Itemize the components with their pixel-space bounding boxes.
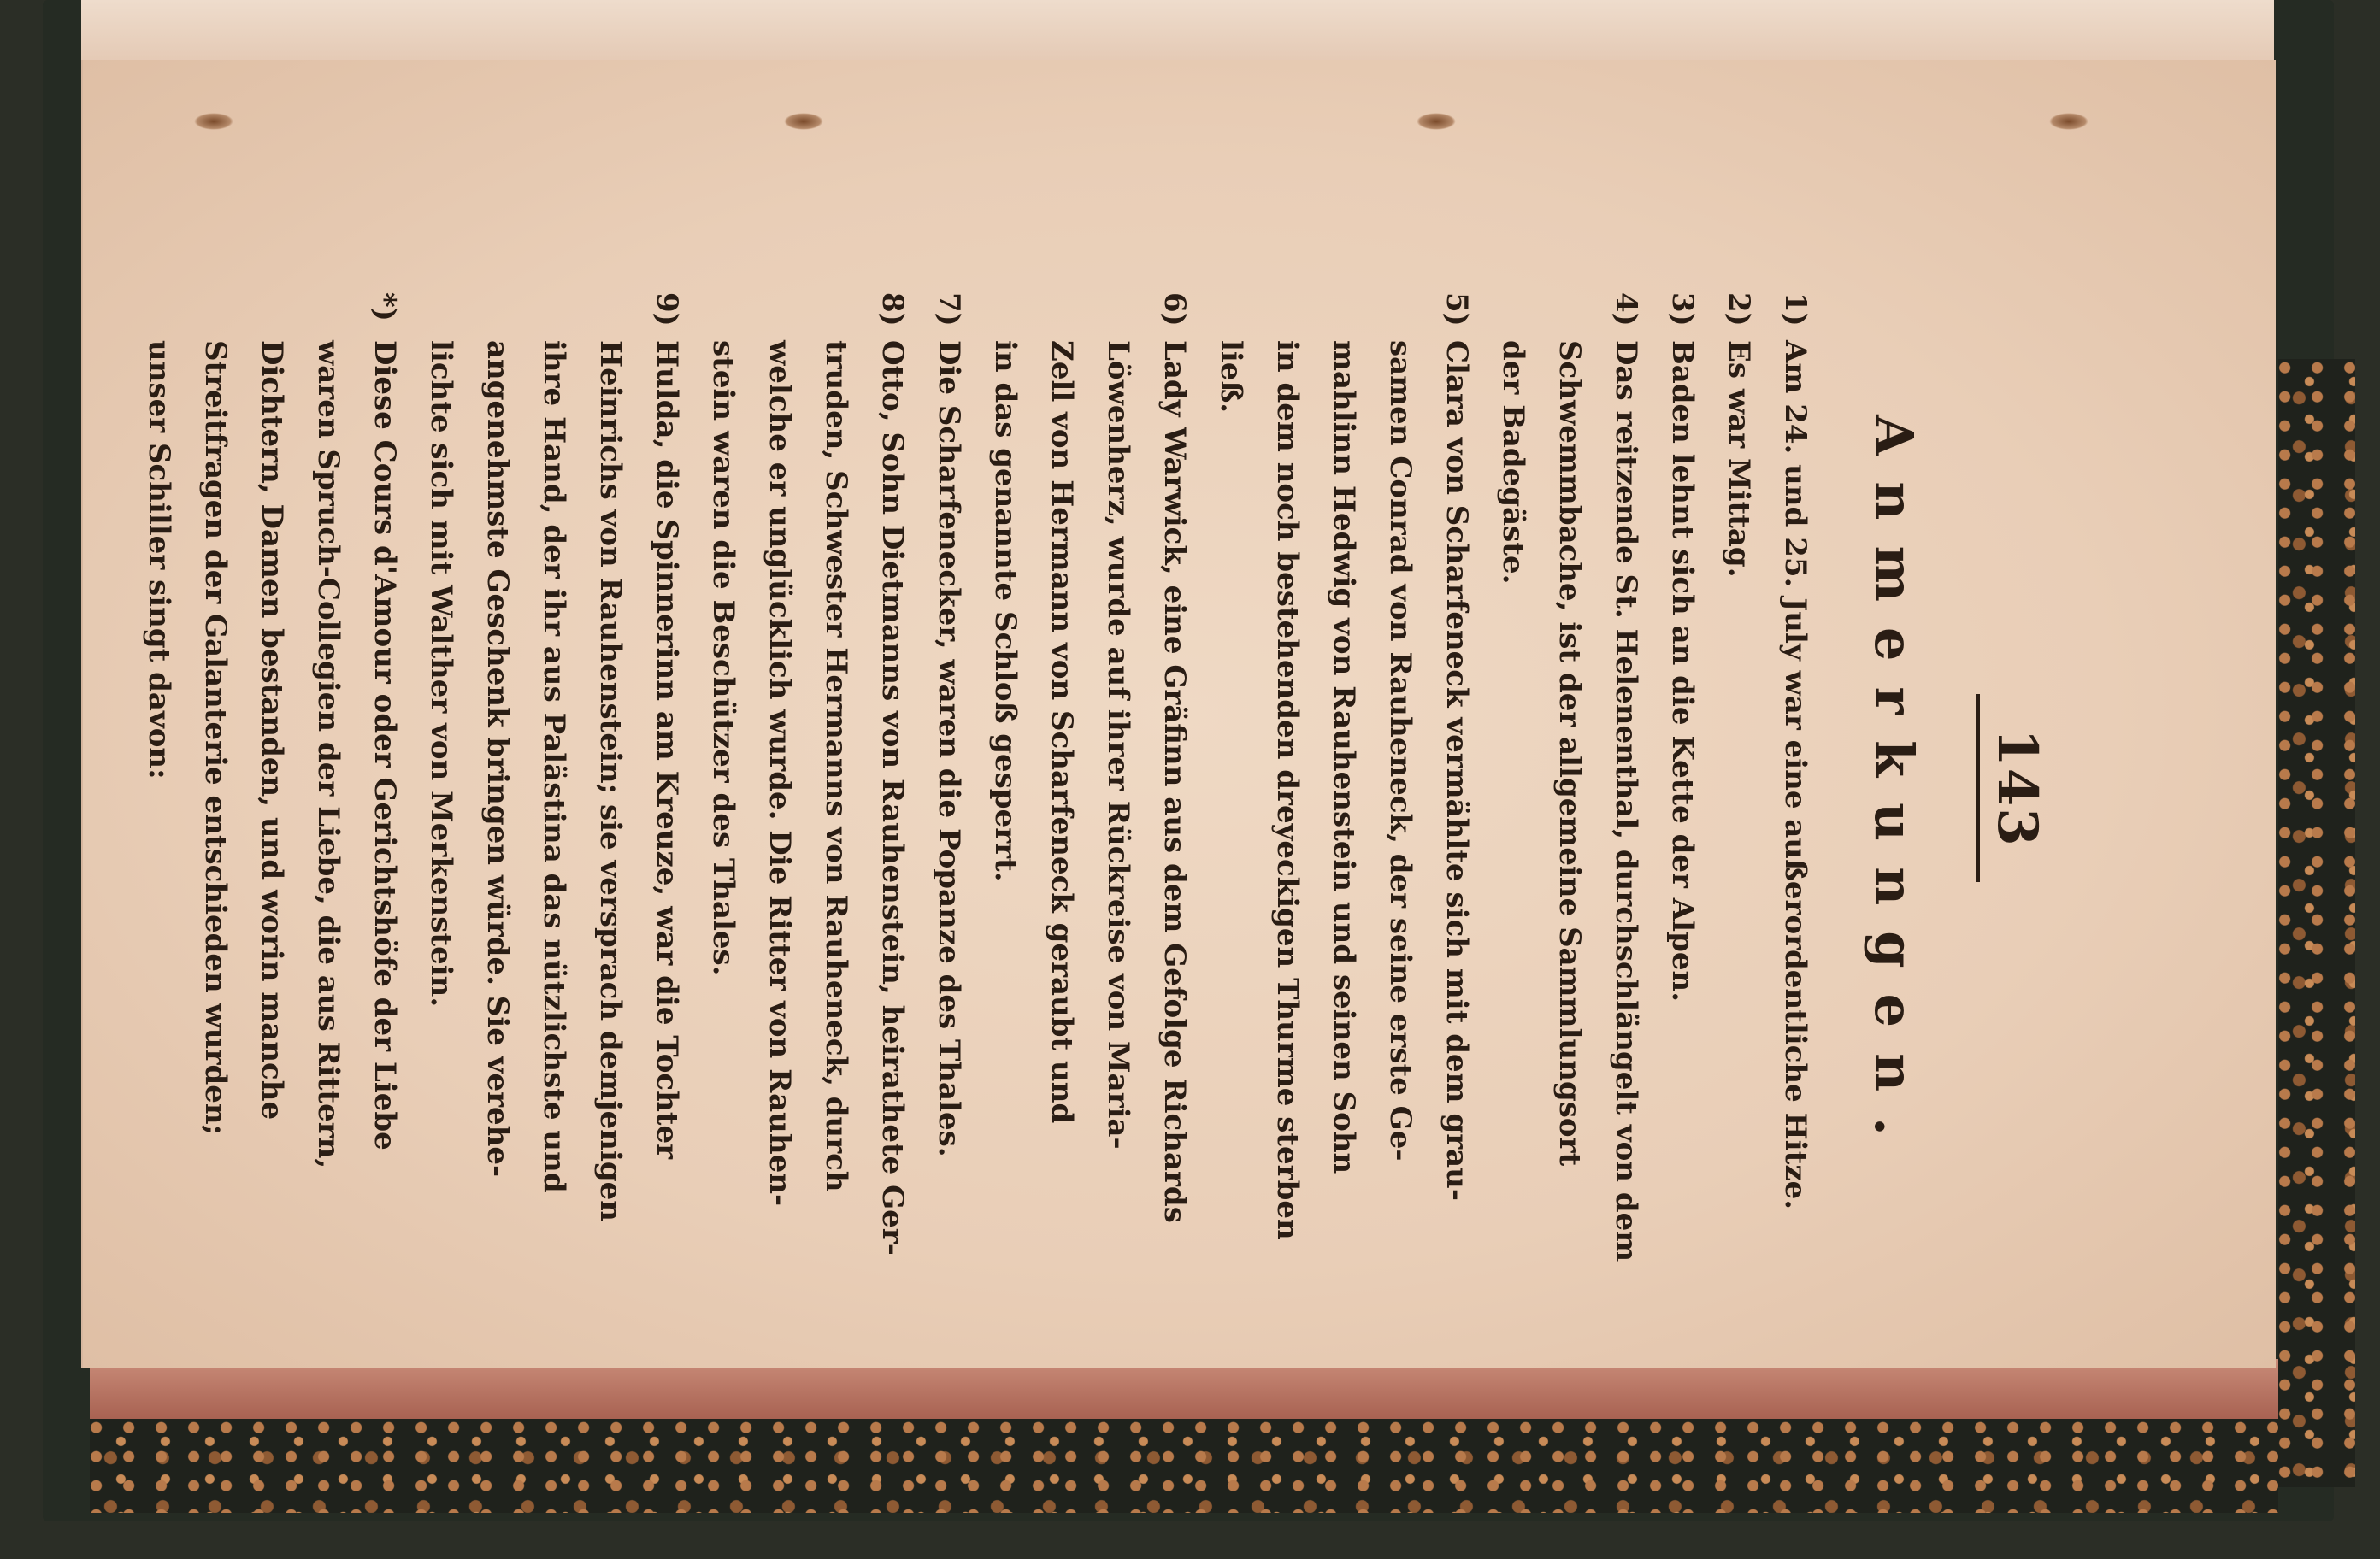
footnote-4 [1485,292,1654,1284]
footnote-number: 8) [875,292,910,327]
page-number: 143 [1976,694,2049,882]
footnote-3 [1654,292,1711,1284]
binding-stitch [1417,113,1456,130]
footnote-text: Das reitzende St. Helenenthal, durchschlängelt von dem [1609,340,1643,1262]
footnote-line: stein waren die Beschützer des Thales. [706,340,740,976]
footnote-line: angenehmste Geschenk bringen würde. Sie verehe- [480,340,515,1178]
footnote-line: ihre Hand, der ihr aus Palästina das nützlichste und [537,340,571,1193]
marbled-cover-right [2278,359,2355,1487]
page-heading: Anmerkungen. [1863,415,1925,1162]
footnote-text: Am 24. und 25. July war eine außerordentliche Hitze. [1778,340,1812,1210]
footnote-number: 2) [1722,292,1756,327]
footnote-2 [1711,292,1767,1284]
footnote-text: Baden lehnt sich an die Kette der Alpen. [1665,340,1700,1003]
footnote-text: Diese Cours d'Amour oder Gerichtshöfe der Liebe [368,340,402,1150]
footnote-number: 6) [1158,292,1192,327]
footnote-8 [695,292,921,1284]
footnote-line: lichte sich mit Walther von Merkenstein. [424,340,458,1008]
footnote-line: Schwemmbache, ist der allgemeine Sammlungsort [1552,340,1587,1167]
footnote-line: truden, Schwester Hermanns von Rauheneck, durch [819,340,853,1192]
footnote-line [921,292,977,1284]
footnote-6 [977,292,1203,1284]
footnote-line [1429,292,1485,1284]
footnote-line [864,292,921,1284]
footnote-line [1654,292,1711,1284]
footnote-number: 7) [932,292,966,327]
footnote-line: Dichtern, Damen bestanden, und worin manche [255,340,289,1121]
facing-page-edge [81,0,2274,67]
footnote-line: ließ. [1214,340,1248,414]
footnote-text: Es war Mittag. [1722,340,1756,578]
footnote-line: in das genannte Schloß gesperrt. [988,340,1022,882]
footnote-line: welche er unglücklich wurde. Die Ritter von Rauhen- [763,340,797,1207]
footnote-5 [1203,292,1485,1284]
footnote-line [1767,292,1823,1284]
footnote-line [1711,292,1767,1284]
footnote-text: Hulda, die Spinnerinn am Kreuze, war die Tochter [650,340,684,1160]
footnote-9 [413,292,695,1284]
footnote-7 [921,292,977,1284]
footnote-text: Otto, Sohn Dietmanns von Rauhenstein, heirathete Ger- [875,340,910,1256]
binding-stitch [194,113,233,130]
footnote-line: der Badegäste. [1496,340,1530,585]
footnote-line [1146,292,1203,1284]
footnote-number: 3) [1665,292,1700,327]
footnote-line: samen Conrad von Rauheneck, der seine erste Ge- [1383,340,1417,1162]
page-text-block [142,164,2152,1395]
binding-stitch [2049,113,2088,130]
footnote-number: *) [368,292,402,321]
footnote-number: 9) [650,292,684,327]
footnote-line: Zell von Hermann von Scharfeneck geraubt und [1045,340,1079,1124]
marbled-cover-bottom [90,1419,2278,1513]
footnote-line: waren Spruch-Collegien der Liebe, die aus Rittern, [311,340,345,1169]
binding-stitch [784,113,823,130]
footnote-line [356,292,413,1284]
footnote-1 [1767,292,1823,1284]
footnote-line: mahlinn Hedwig von Rauhenstein und seinen Sohn [1327,340,1361,1174]
footnote-line [1598,292,1654,1284]
footnote-text: Clara von Scharfeneck vermählte sich mit dem grau- [1440,340,1474,1202]
footnote-line: Löwenherz, wurde auf ihrer Rückreise von Maria- [1101,340,1135,1150]
footnote-line [639,292,695,1284]
footnote-line: unser Schiller singt davon: [142,340,176,780]
footnote-line: Heinrichs von Rauhenstein; sie versprach demjenigen [593,340,627,1221]
footnote-line: in dem noch bestehenden dreyeckigen Thurme sterben [1270,340,1305,1240]
footnote-text: Lady Warwick, eine Gräfinn aus dem Gefolge Richards [1158,340,1192,1223]
footnote-text: Die Scharfenecker, waren die Popanze des Thales. [932,340,966,1157]
footnote-number: 5) [1440,292,1474,327]
notes-list [131,292,1823,1284]
footnote-number: 1) [1778,292,1812,327]
footnote-10 [131,292,413,1284]
footnote-line: Streitfragen der Galanterie entschieden wurden; [198,340,233,1136]
footnote-number: 4) [1609,292,1643,327]
